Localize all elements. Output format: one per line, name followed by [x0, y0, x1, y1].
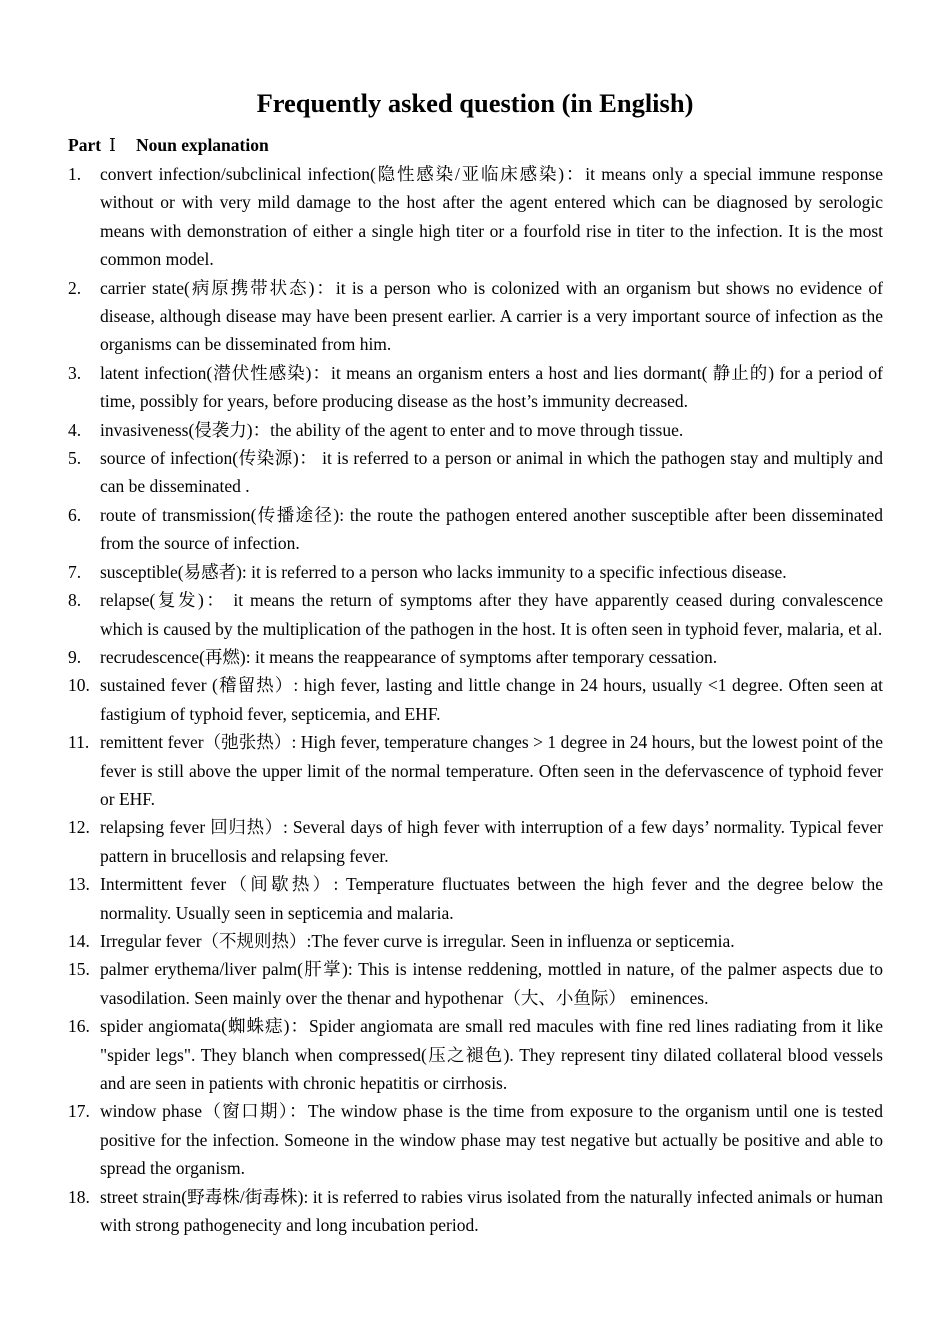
- item-number: 16.: [68, 1016, 90, 1037]
- item-text: latent infection(潜伏性感染)：it means an organism enters a host and lies dormant( 静止的) for a period of time, possibly for years, before producing disease as the host’s immunity decreased.: [100, 362, 883, 412]
- list-item: [68, 416, 883, 444]
- part-label: Part: [68, 135, 102, 155]
- definitions-list: [68, 160, 883, 1239]
- list-item: [68, 558, 883, 586]
- list-item: [68, 955, 883, 1012]
- part-numeral: Ⅰ: [109, 135, 116, 155]
- item-number: 3.: [68, 362, 82, 383]
- item-text: route of transmission(传播途径): the route the pathogen entered another susceptible after been disseminated from the source of infection.: [100, 504, 883, 554]
- list-item: [68, 1183, 883, 1240]
- list-item: [68, 1097, 883, 1182]
- item-text: window phase（窗口期）：The window phase is the time from exposure to the organism until one is tested positive for the infection. Someone in the window phase may test negative but actually be positive and able to spread the organism.: [100, 1101, 883, 1179]
- item-text: carrier state(病原携带状态)：it is a person who is colonized with an organism but shows no evidence of disease, although disease may have been present earlier. A carrier is a very important source of infection as the organisms can be disseminated from him.: [100, 277, 883, 355]
- document-title: Frequently asked question (in English): [256, 88, 694, 118]
- item-text: sustained fever (稽留热）: high fever, lasting and little change in 24 hours, usually <1 degree. Often seen at fastigium of typhoid fever, septicemia, and EHF.: [100, 675, 883, 724]
- item-text: convert infection/subclinical infection(隐性感染/亚临床感染)：it means only a special immune response without or with very mild damage to the host after the agent entered which can be diagnosed by serologic means with demonstration of either a single high titer or a fourfold rise in titer to the infection. It is the most common model.: [100, 164, 883, 270]
- item-number: 7.: [68, 561, 82, 582]
- item-text: invasiveness(侵袭力)：the ability of the agent to enter and to move through tissue.: [100, 419, 684, 440]
- item-number: 2.: [68, 277, 82, 298]
- item-text: recrudescence(再燃): it means the reappearance of symptoms after temporary cessation.: [100, 646, 718, 667]
- item-text: Irregular fever（不规则热）:The fever curve is irregular. Seen in influenza or septicemia.: [100, 930, 735, 951]
- item-number: 14.: [68, 930, 90, 951]
- list-item: [68, 813, 883, 870]
- item-number: 6.: [68, 504, 82, 525]
- item-text: Intermittent fever（间歇热）: Temperature fluctuates between the high fever and the degree below the normality. Usually seen in septicemia and malaria.: [100, 874, 883, 923]
- item-number: 8.: [68, 590, 82, 611]
- part-heading: [68, 133, 269, 157]
- item-text: street strain(野毒株/街毒株): it is referred to rabies virus isolated from the naturally infected animals or human with strong pathogenecity and long incubation period.: [100, 1186, 883, 1236]
- item-text: susceptible(易感者): it is referred to a person who lacks immunity to a specific infectious disease.: [100, 561, 787, 582]
- item-number: 5.: [68, 448, 82, 469]
- item-number: 18.: [68, 1186, 90, 1207]
- list-item: [68, 870, 883, 927]
- list-item: [68, 728, 883, 813]
- list-item: [68, 671, 883, 728]
- item-text: relapsing fever 回归热）: Several days of high fever with interruption of a few days’ normality. Typical fever pattern in brucellosis and relapsing fever.: [100, 817, 883, 866]
- item-text: remittent fever（弛张热）: High fever, temperature changes > 1 degree in 24 hours, but the lowest point of the fever is still above the upper limit of the normal temperature. Often seen in the defervascence of typhoid fever or EHF.: [100, 732, 883, 809]
- item-text: source of infection(传染源)： it is referred to a person or animal in which the pathogen stay and multiply and can be disseminated .: [100, 448, 883, 497]
- list-item: [68, 160, 883, 274]
- list-item: [68, 274, 883, 359]
- item-number: 10.: [68, 675, 90, 696]
- item-number: 9.: [68, 646, 82, 667]
- item-number: 1.: [68, 164, 82, 184]
- list-item: [68, 1012, 883, 1097]
- part-title: Noun explanation: [135, 135, 269, 155]
- item-text: palmer erythema/liver palm(肝掌): This is intense reddening, mottled in nature, of the palmer aspects due to vasodilation. Seen mainly over the thenar and hypothenar（大、小鱼际） eminences.: [100, 959, 883, 1008]
- item-number: 4.: [68, 419, 82, 440]
- list-item: [68, 444, 883, 501]
- list-item: [68, 501, 883, 558]
- item-text: spider angiomata(蜘蛛痣)：Spider angiomata are small red macules with fine red lines radiating from it like "spider legs". They blanch when compressed(压之褪色). They represent tiny dilated collateral blood vessels and are seen in patients with chronic hepatitis or cirrhosis.: [100, 1016, 883, 1093]
- item-text: relapse(复发)： it means the return of symptoms after they have apparently ceased during convalescence which is caused by the multiplication of the pathogen in the host. It is often seen in typhoid fever, malaria, et al.: [100, 590, 883, 639]
- item-number: 11.: [68, 732, 90, 753]
- item-number: 15.: [68, 959, 90, 980]
- list-item: [68, 927, 883, 955]
- item-number: 13.: [68, 874, 90, 895]
- item-number: 17.: [68, 1101, 90, 1122]
- list-item: [68, 643, 883, 671]
- list-item: [68, 359, 883, 416]
- item-number: 12.: [68, 817, 90, 838]
- list-item: [68, 586, 883, 643]
